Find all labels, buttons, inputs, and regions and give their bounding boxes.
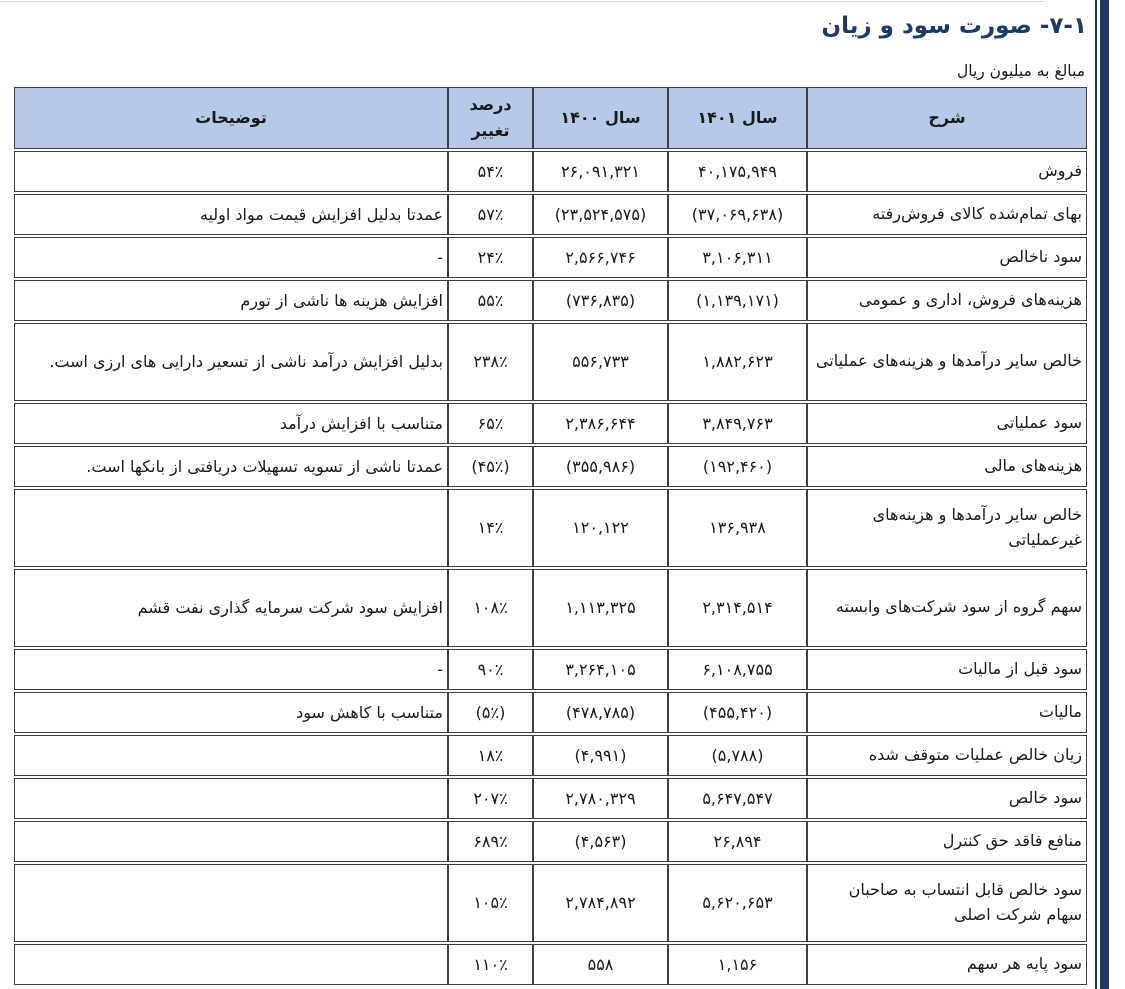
value-year-1401: ۱,۸۸۲,۶۲۳ — [668, 323, 807, 401]
row-description: زیان خالص عملیات متوقف شده — [807, 735, 1087, 776]
value-year-1400: ۱,۱۱۳,۳۲۵ — [533, 569, 668, 647]
value-year-1400: ۲۶,۰۹۱,۳۲۱ — [533, 151, 668, 192]
value-year-1400: ۱۲۰,۱۲۲ — [533, 489, 668, 567]
table-row — [14, 446, 1087, 487]
value-year-1401: (۳۷,۰۶۹,۶۳۸) — [668, 194, 807, 235]
value-year-1401: (۱۹۲,۴۶۰) — [668, 446, 807, 487]
profit-loss-table — [14, 85, 1087, 987]
row-description: خالص سایر درآمدها و هزینه‌های غیرعملیاتی — [807, 489, 1087, 567]
table-row — [14, 323, 1087, 401]
value-year-1401: ۳,۱۰۶,۳۱۱ — [668, 237, 807, 278]
value-year-1400: ۳,۲۶۴,۱۰۵ — [533, 649, 668, 690]
row-description: سود قبل از مالیات — [807, 649, 1087, 690]
percent-change-value: ۱۰۸٪ — [448, 569, 533, 647]
value-year-1401: (۵,۷۸۸) — [668, 735, 807, 776]
header-year-1400: سال ۱۴۰۰ — [533, 87, 668, 149]
row-description: سود خالص — [807, 778, 1087, 819]
table-row — [14, 778, 1087, 819]
value-year-1400: (۲۳,۵۲۴,۵۷۵) — [533, 194, 668, 235]
row-note: - — [14, 649, 448, 690]
row-note: عمدتا ناشی از تسویه تسهیلات دریافتی از بانکها است. — [14, 446, 448, 487]
percent-change-value: ۵۴٪ — [448, 151, 533, 192]
row-description: خالص سایر درآمدها و هزینه‌های عملیاتی — [807, 323, 1087, 401]
row-note: متناسب با افزایش درآمد — [14, 403, 448, 444]
row-description: هزینه‌های مالی — [807, 446, 1087, 487]
value-year-1400: ۲,۳۸۶,۶۴۴ — [533, 403, 668, 444]
page-border-thin-bar — [1095, 0, 1097, 989]
percent-change-value: ۱۰۵٪ — [448, 864, 533, 942]
row-note: افزایش سود شرکت سرمایه گذاری نفت قشم — [14, 569, 448, 647]
value-year-1401: ۵,۶۲۰,۶۵۳ — [668, 864, 807, 942]
row-note — [14, 864, 448, 942]
row-description: سهم گروه از سود شرکت‌های وابسته — [807, 569, 1087, 647]
value-year-1401: ۳,۸۴۹,۷۶۳ — [668, 403, 807, 444]
row-note: بدلیل افزایش درآمد ناشی از تسعیر دارایی های ارزی است. — [14, 323, 448, 401]
value-year-1401: ۶,۱۰۸,۷۵۵ — [668, 649, 807, 690]
row-description: سود خالص قابل انتساب به صاحبان سهام شرکت اصلی — [807, 864, 1087, 942]
percent-change-value: (۴۵٪) — [448, 446, 533, 487]
table-row — [14, 944, 1087, 985]
table-row — [14, 649, 1087, 690]
header-notes: توضیحات — [14, 87, 448, 149]
value-year-1400: ۲,۵۶۶,۷۴۶ — [533, 237, 668, 278]
header-year-1401: سال ۱۴۰۱ — [668, 87, 807, 149]
percent-change-value: ۲۰۷٪ — [448, 778, 533, 819]
row-description: سود ناخالص — [807, 237, 1087, 278]
table-row — [14, 194, 1087, 235]
header-percent-change: درصد تغییر — [448, 87, 533, 149]
value-year-1400: ۵۵۸ — [533, 944, 668, 985]
table-row — [14, 735, 1087, 776]
page-content — [14, 0, 1087, 987]
table-row — [14, 489, 1087, 567]
row-note — [14, 944, 448, 985]
header-description: شرح — [807, 87, 1087, 149]
value-year-1401: ۴۰,۱۷۵,۹۴۹ — [668, 151, 807, 192]
row-note: افزایش هزینه ها ناشی از تورم — [14, 280, 448, 321]
percent-change-value: ۲۴٪ — [448, 237, 533, 278]
value-year-1401: (۱,۱۳۹,۱۷۱) — [668, 280, 807, 321]
value-year-1400: (۷۳۶,۸۳۵) — [533, 280, 668, 321]
percent-change-value: ۱۸٪ — [448, 735, 533, 776]
value-year-1400: (۴,۹۹۱) — [533, 735, 668, 776]
table-header-row — [14, 87, 1087, 149]
value-year-1400: ۲,۷۸۴,۸۹۲ — [533, 864, 668, 942]
table-row — [14, 569, 1087, 647]
row-note: عمدتا بدلیل افزایش قیمت مواد اولیه — [14, 194, 448, 235]
value-year-1400: (۴,۵۶۳) — [533, 821, 668, 862]
row-note — [14, 735, 448, 776]
percent-change-value: ۲۳۸٪ — [448, 323, 533, 401]
value-year-1400: (۴۷۸,۷۸۵) — [533, 692, 668, 733]
percent-change-value: ۱۱۰٪ — [448, 944, 533, 985]
value-year-1401: ۲۶,۸۹۴ — [668, 821, 807, 862]
value-year-1400: ۵۵۶,۷۳۳ — [533, 323, 668, 401]
percent-change-value: ۵۷٪ — [448, 194, 533, 235]
row-description: بهای تمام‌شده کالای فروش‌رفته — [807, 194, 1087, 235]
table-row — [14, 821, 1087, 862]
table-row — [14, 692, 1087, 733]
table-row — [14, 280, 1087, 321]
row-description: فروش — [807, 151, 1087, 192]
table-row — [14, 151, 1087, 192]
row-note — [14, 151, 448, 192]
row-note: متناسب با کاهش سود — [14, 692, 448, 733]
percent-change-value: ۵۵٪ — [448, 280, 533, 321]
percent-change-value: ۱۴٪ — [448, 489, 533, 567]
row-description: سود عملیاتی — [807, 403, 1087, 444]
row-note — [14, 489, 448, 567]
table-row — [14, 237, 1087, 278]
page-border-thick-bar — [1100, 0, 1109, 989]
row-note — [14, 778, 448, 819]
table-row — [14, 403, 1087, 444]
percent-change-value: ۹۰٪ — [448, 649, 533, 690]
row-description: منافع فاقد حق کنترل — [807, 821, 1087, 862]
percent-change-value: ۶۸۹٪ — [448, 821, 533, 862]
value-year-1401: ۵,۶۴۷,۵۴۷ — [668, 778, 807, 819]
value-year-1400: ۲,۷۸۰,۳۲۹ — [533, 778, 668, 819]
section-title: ۷-۱- صورت سود و زیان — [821, 13, 1087, 39]
row-note: - — [14, 237, 448, 278]
row-note — [14, 821, 448, 862]
row-description: هزینه‌های فروش، اداری و عمومی — [807, 280, 1087, 321]
percent-change-value: ۶۵٪ — [448, 403, 533, 444]
value-year-1401: (۴۵۵,۴۲۰) — [668, 692, 807, 733]
table-row — [14, 864, 1087, 942]
currency-unit-note: مبالغ به میلیون ریال — [956, 61, 1085, 80]
value-year-1401: ۱۳۶,۹۳۸ — [668, 489, 807, 567]
percent-change-value: (۵٪) — [448, 692, 533, 733]
value-year-1400: (۳۵۵,۹۸۶) — [533, 446, 668, 487]
value-year-1401: ۱,۱۵۶ — [668, 944, 807, 985]
value-year-1401: ۲,۳۱۴,۵۱۴ — [668, 569, 807, 647]
row-description: سود پایه هر سهم — [807, 944, 1087, 985]
row-description: مالیات — [807, 692, 1087, 733]
